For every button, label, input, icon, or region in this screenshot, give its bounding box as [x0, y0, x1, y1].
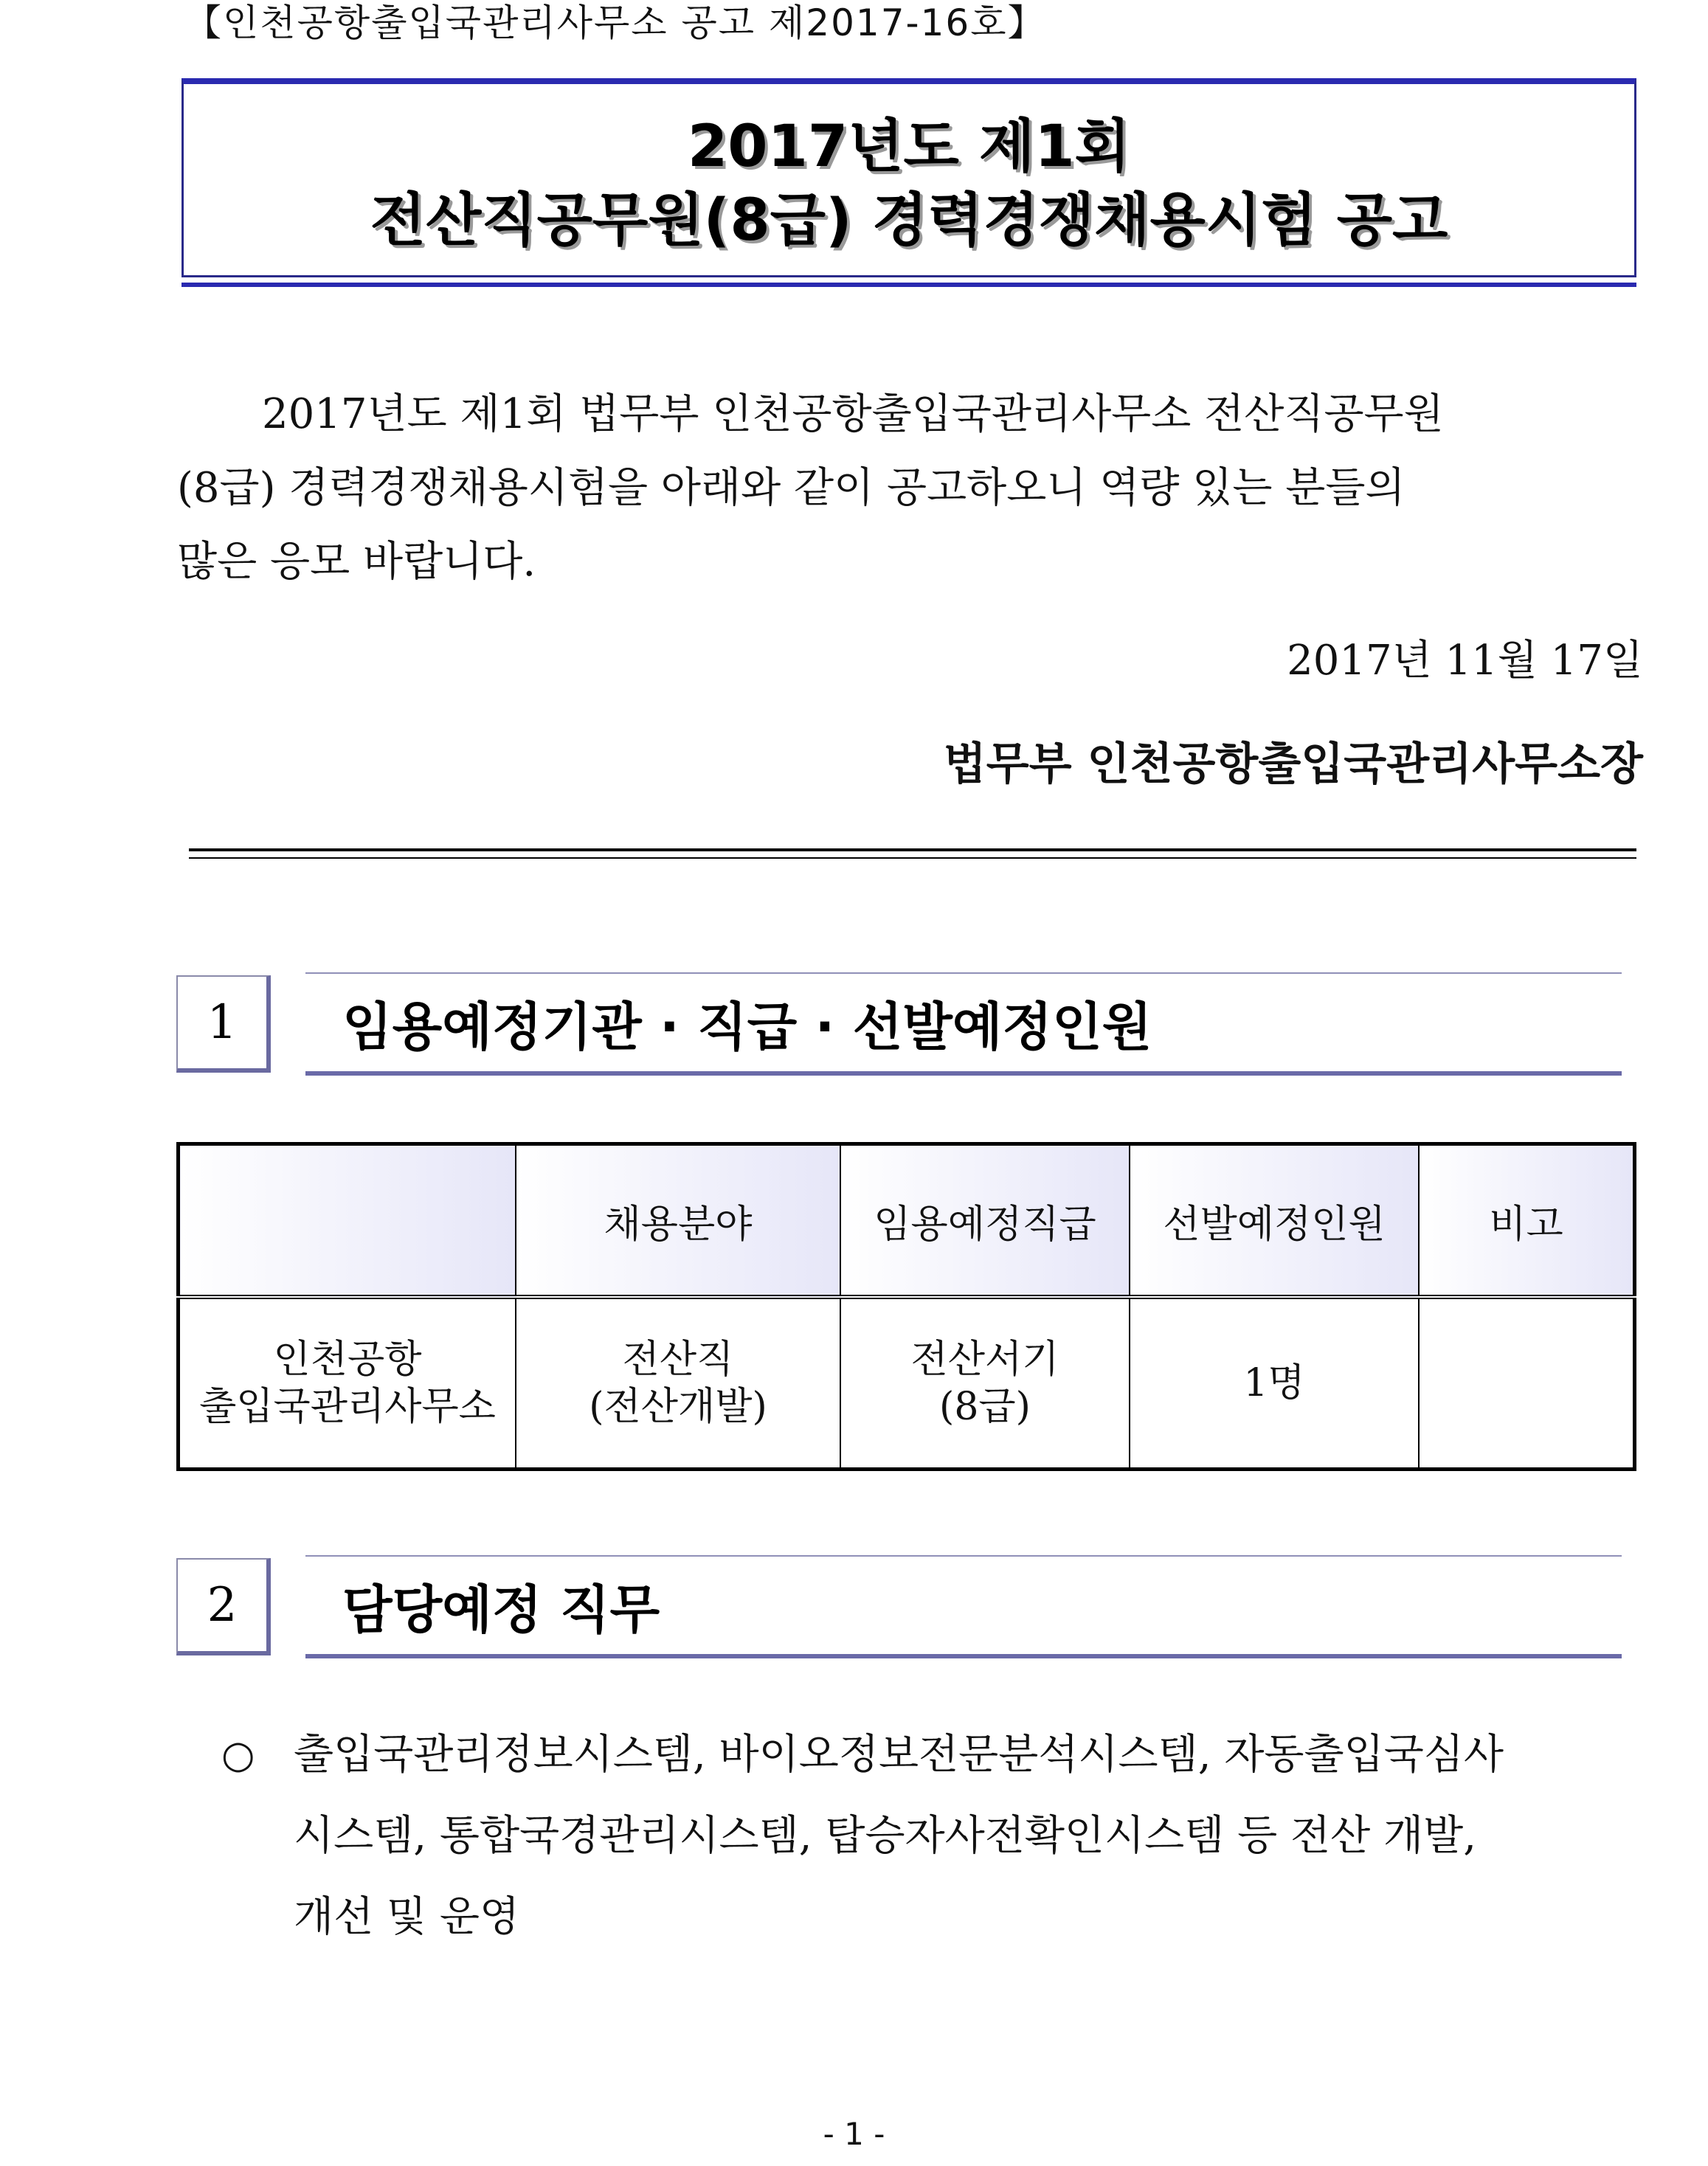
section-2-title: 담당예정 직무 — [305, 1555, 1622, 1658]
allocation-table — [176, 1142, 1636, 1471]
notice-date: 2017년 11월 17일 — [1287, 637, 1643, 685]
header-cell-count: 선발예정인원 — [1130, 1144, 1419, 1298]
cell-grade-line-1: 전산서기 — [910, 1338, 1059, 1382]
title-line-2: 전산직공무원(8급) 경력경쟁채용시험 공고 — [370, 187, 1448, 254]
header-cell-agency — [179, 1144, 516, 1298]
cell-note — [1419, 1297, 1635, 1470]
duty-line-1: 출입국관리정보시스템, 바이오정보전문분석시스템, 자동출입국심사 — [294, 1731, 1504, 1779]
header-cell-note: 비고 — [1419, 1144, 1635, 1298]
bullet-circle-icon: ○ — [221, 1733, 255, 1777]
cell-field-line-2: (전산개발) — [589, 1385, 767, 1429]
divider-thick — [189, 848, 1636, 851]
title-line-1: 2017년도 제1회 — [688, 114, 1130, 180]
cell-grade — [840, 1297, 1130, 1470]
duty-text — [294, 1715, 1636, 1958]
cell-field — [516, 1297, 840, 1470]
intro-paragraph — [177, 378, 1625, 599]
duty-line-2: 시스템, 통합국경관리시스템, 탑승자사전확인시스템 등 전산 개발, — [294, 1812, 1476, 1860]
section-1-number: 1 — [176, 975, 271, 1073]
intro-line-3: 많은 응모 바랍니다. — [177, 538, 536, 586]
table-header-row — [179, 1144, 1635, 1298]
cell-agency-line-1: 인천공항 — [273, 1338, 422, 1382]
section-1-title: 임용예정기관 · 직급 · 선발예정인원 — [305, 972, 1622, 1076]
divider-thin — [189, 857, 1636, 859]
intro-line-2: (8급) 경력경쟁채용시험을 아래와 같이 공고하오니 역량 있는 분들의 — [177, 464, 1406, 512]
cell-field-line-1: 전산직 — [622, 1338, 734, 1382]
duty-line-3: 개선 및 운영 — [294, 1893, 520, 1941]
title-box — [181, 78, 1636, 277]
issuer-name: 법무부 인천공항출입국관리사무소장 — [943, 738, 1643, 790]
cell-agency — [179, 1297, 516, 1470]
page-number: - 1 - — [823, 2116, 885, 2152]
cell-grade-line-2: (8급) — [939, 1385, 1031, 1429]
cell-count: 1명 — [1130, 1297, 1419, 1470]
table-row — [179, 1297, 1635, 1470]
intro-line-1: 2017년도 제1회 법무부 인천공항출입국관리사무소 전산직공무원 — [262, 390, 1444, 438]
notice-number: 【인천공항출입국관리사무소 공고 제2017-16호】 — [184, 1, 1046, 44]
section-2-number: 2 — [176, 1558, 271, 1655]
cell-agency-line-2: 출입국관리사무소 — [199, 1385, 496, 1429]
header-cell-field: 채용분야 — [516, 1144, 840, 1298]
header-cell-grade: 임용예정직급 — [840, 1144, 1130, 1298]
